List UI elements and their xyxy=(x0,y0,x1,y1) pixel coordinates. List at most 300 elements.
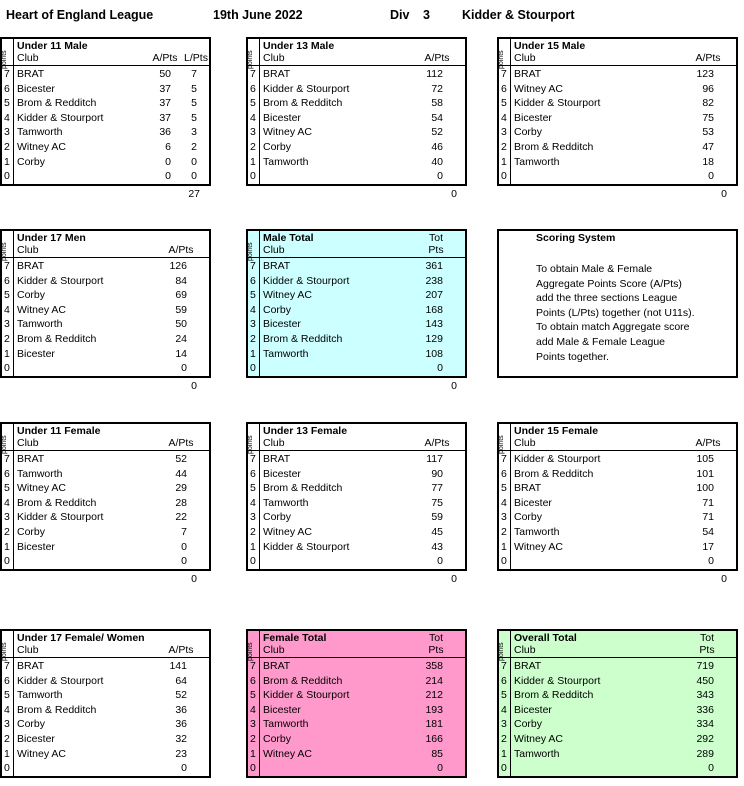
apts-header: A/Pts xyxy=(168,437,194,449)
row-club: Bicester xyxy=(263,467,301,480)
row-apts: 289 xyxy=(696,747,714,760)
row-club: BRAT xyxy=(263,660,291,672)
row-points: 6 xyxy=(250,274,256,287)
table-ftot xyxy=(246,629,467,778)
row-club: Bicester xyxy=(263,703,301,716)
row-points: 6 xyxy=(4,274,10,287)
row-club: Bicester xyxy=(17,82,55,95)
table-title: Under 15 Male xyxy=(514,40,586,52)
table-title: Female Total xyxy=(263,632,327,644)
row-points: 6 xyxy=(250,82,256,95)
row-apts: 0 xyxy=(181,555,187,568)
row-club: Witney AC xyxy=(263,747,313,760)
club-header: Club xyxy=(514,52,536,64)
row-lpts: 7 xyxy=(191,68,197,80)
lpts-header: L/Pts xyxy=(184,52,208,64)
row-points: 2 xyxy=(250,526,256,538)
row-points: 4 xyxy=(501,111,507,124)
row-club: Witney AC xyxy=(514,540,564,553)
row-apts: 0 xyxy=(181,362,187,375)
row-club: Tamworth xyxy=(263,718,309,731)
row-club: Bicester xyxy=(263,111,301,124)
table-row xyxy=(248,304,465,319)
row-points: 1 xyxy=(4,155,10,168)
apts-header: A/Pts xyxy=(695,52,721,64)
table-title: Under 11 Male xyxy=(17,40,88,52)
row-apts: 36 xyxy=(159,126,171,139)
row-points: 5 xyxy=(501,689,507,702)
row-points: 4 xyxy=(501,496,507,509)
row-points: 6 xyxy=(4,467,10,480)
row-club: Witney AC xyxy=(17,141,67,153)
row-apts: 90 xyxy=(431,467,443,480)
row-points: 4 xyxy=(250,703,256,716)
row-apts: 22 xyxy=(175,511,187,524)
row-points: 1 xyxy=(250,155,256,168)
row-apts: 28 xyxy=(175,496,187,509)
row-points: 4 xyxy=(4,111,10,124)
table-row xyxy=(2,304,209,319)
row-apts: 0 xyxy=(437,555,443,568)
club-header: Club xyxy=(17,244,39,256)
table-row xyxy=(248,318,465,333)
row-club: Brom & Redditch xyxy=(17,496,97,509)
table-otot xyxy=(497,629,738,778)
row-club: Kidder & Stourport xyxy=(263,274,350,287)
row-points: 2 xyxy=(4,733,10,745)
row-apts: 52 xyxy=(175,689,187,702)
division-label: Div xyxy=(390,8,410,22)
row-apts: 105 xyxy=(696,453,714,465)
table-u17m xyxy=(0,229,211,378)
row-apts: 6 xyxy=(165,141,171,153)
row-apts: 334 xyxy=(696,718,714,731)
row-points: 2 xyxy=(4,333,10,345)
table-row xyxy=(499,497,736,512)
points-label: points xyxy=(498,642,505,661)
club-header: Club xyxy=(263,437,285,449)
row-club: Witney AC xyxy=(514,733,564,745)
club-header: Club xyxy=(263,644,285,656)
row-club: Witney AC xyxy=(263,126,313,139)
row-points: 1 xyxy=(250,747,256,760)
club-header: Club xyxy=(263,52,285,64)
row-apts: 0 xyxy=(437,170,443,183)
club-header: Club xyxy=(17,644,39,656)
points-label: points xyxy=(498,435,505,454)
row-points: 7 xyxy=(250,660,256,672)
row-points: 4 xyxy=(501,703,507,716)
table-row xyxy=(2,555,209,570)
table-row xyxy=(248,526,465,541)
header-separator xyxy=(2,450,209,451)
header-separator xyxy=(248,257,465,258)
table-row xyxy=(248,675,465,690)
match-date: 19th June 2022 xyxy=(213,8,303,22)
row-points: 5 xyxy=(4,689,10,702)
row-apts: 77 xyxy=(431,482,443,495)
row-points: 7 xyxy=(501,660,507,672)
table-row xyxy=(2,511,209,526)
row-points: 2 xyxy=(4,526,10,538)
header-separator xyxy=(2,657,209,658)
row-points: 0 xyxy=(501,555,507,568)
row-apts: 0 xyxy=(181,540,187,553)
table-row xyxy=(2,660,209,675)
scoring-line: Points together. xyxy=(536,350,609,363)
row-points: 1 xyxy=(4,540,10,553)
row-apts: 50 xyxy=(159,68,171,80)
table-row xyxy=(499,453,736,468)
table-row xyxy=(2,497,209,512)
row-apts: 71 xyxy=(702,496,714,509)
row-apts: 0 xyxy=(165,170,171,183)
header-separator xyxy=(248,657,465,658)
table-row xyxy=(2,170,209,185)
header-separator xyxy=(499,65,736,66)
points-label: points xyxy=(1,642,8,661)
row-apts: 54 xyxy=(431,111,443,124)
table-row xyxy=(248,511,465,526)
venue: Kidder & Stourport xyxy=(462,8,575,22)
scoring-line: To obtain match Aggregate score xyxy=(536,321,690,334)
row-apts: 18 xyxy=(702,155,714,168)
table-row xyxy=(2,348,209,363)
table-row xyxy=(499,555,736,570)
table-row xyxy=(248,156,465,171)
table-title: Under 13 Female xyxy=(263,425,348,437)
row-points: 5 xyxy=(501,482,507,495)
table-row xyxy=(248,733,465,748)
row-apts: 36 xyxy=(175,718,187,731)
row-lpts: 0 xyxy=(191,170,197,183)
table-row xyxy=(2,260,209,275)
row-apts: 52 xyxy=(431,126,443,139)
row-club: Kidder & Stourport xyxy=(514,674,601,687)
row-apts: 361 xyxy=(425,260,443,272)
row-club: Bicester xyxy=(17,347,55,360)
row-club: Corby xyxy=(514,718,543,731)
table-row xyxy=(499,541,736,556)
row-club: Brom & Redditch xyxy=(263,674,343,687)
table-row xyxy=(2,526,209,541)
row-club: Kidder & Stourport xyxy=(17,111,104,124)
table-row xyxy=(499,689,736,704)
row-club: Brom & Redditch xyxy=(263,482,343,495)
pts-header: Pts xyxy=(699,644,715,656)
row-points: 7 xyxy=(250,260,256,272)
row-apts: 32 xyxy=(175,733,187,745)
header-separator xyxy=(248,65,465,66)
row-club: Brom & Redditch xyxy=(263,97,343,110)
table-title: Under 13 Male xyxy=(263,40,335,52)
row-points: 6 xyxy=(250,674,256,687)
row-points: 5 xyxy=(501,97,507,110)
row-club: Witney AC xyxy=(17,303,67,316)
table-row xyxy=(499,660,736,675)
scoring-line: Aggregate Points Score (A/Pts) xyxy=(536,277,682,290)
header-separator xyxy=(499,450,736,451)
row-club: Kidder & Stourport xyxy=(17,511,104,524)
table-row xyxy=(2,762,209,777)
row-points: 0 xyxy=(250,555,256,568)
table-row xyxy=(2,718,209,733)
row-points: 3 xyxy=(4,718,10,731)
row-apts: 52 xyxy=(175,453,187,465)
row-club: Tamworth xyxy=(263,155,309,168)
row-apts: 292 xyxy=(696,733,714,745)
row-club: BRAT xyxy=(17,453,45,465)
row-points: 6 xyxy=(501,674,507,687)
apts-header: A/Pts xyxy=(168,244,194,256)
header-separator xyxy=(499,657,736,658)
row-club: BRAT xyxy=(263,260,291,272)
row-club: Corby xyxy=(263,141,292,153)
row-apts: 166 xyxy=(425,733,443,745)
club-header: Club xyxy=(263,244,285,256)
row-club: Tamworth xyxy=(17,318,63,331)
table-row xyxy=(248,468,465,483)
table-row xyxy=(248,83,465,98)
table-footer-mtot: 0 xyxy=(451,380,457,392)
row-points: 0 xyxy=(4,170,10,183)
table-footer-u11m: 27 xyxy=(188,188,200,200)
row-club: Tamworth xyxy=(17,126,63,139)
table-u15f xyxy=(497,422,738,571)
row-club: Kidder & Stourport xyxy=(263,82,350,95)
row-lpts: 5 xyxy=(191,97,197,110)
row-apts: 96 xyxy=(702,82,714,95)
row-club: Corby xyxy=(17,718,46,731)
table-row xyxy=(2,275,209,290)
row-apts: 207 xyxy=(425,289,443,302)
table-row xyxy=(248,170,465,185)
header-separator xyxy=(248,450,465,451)
table-row xyxy=(248,333,465,348)
row-points: 2 xyxy=(250,141,256,153)
table-u13m xyxy=(246,37,467,186)
row-apts: 123 xyxy=(696,68,714,80)
row-points: 5 xyxy=(250,689,256,702)
row-apts: 141 xyxy=(169,660,187,672)
row-points: 3 xyxy=(250,318,256,331)
row-lpts: 0 xyxy=(191,155,197,168)
row-points: 1 xyxy=(501,155,507,168)
row-apts: 181 xyxy=(425,718,443,731)
row-apts: 0 xyxy=(165,155,171,168)
points-label: points xyxy=(247,50,254,69)
row-points: 6 xyxy=(4,674,10,687)
table-row xyxy=(2,704,209,719)
table-footer-u15m: 0 xyxy=(721,188,727,200)
table-row xyxy=(248,362,465,377)
scoring-line: add Male & Female League xyxy=(536,335,665,348)
row-club: Bicester xyxy=(514,496,552,509)
row-club: Bicester xyxy=(17,540,55,553)
row-apts: 14 xyxy=(175,347,187,360)
row-club: BRAT xyxy=(263,68,291,80)
row-points: 4 xyxy=(4,703,10,716)
table-row xyxy=(2,468,209,483)
row-club: Tamworth xyxy=(514,526,560,538)
row-club: BRAT xyxy=(514,68,542,80)
table-row xyxy=(499,748,736,763)
row-apts: 47 xyxy=(702,141,714,153)
row-apts: 238 xyxy=(425,274,443,287)
row-club: Tamworth xyxy=(514,747,560,760)
row-apts: 100 xyxy=(696,482,714,495)
row-apts: 101 xyxy=(696,467,714,480)
table-row xyxy=(248,748,465,763)
apts-header: A/Pts xyxy=(152,52,178,64)
table-title: Male Total xyxy=(263,232,314,244)
table-row xyxy=(248,660,465,675)
header-separator xyxy=(2,257,209,258)
row-apts: 54 xyxy=(702,526,714,538)
row-points: 3 xyxy=(4,511,10,524)
row-points: 1 xyxy=(501,540,507,553)
row-points: 1 xyxy=(501,747,507,760)
scoring-line: Points (L/Pts) together (not U11s). xyxy=(536,306,695,319)
table-row xyxy=(2,748,209,763)
table-u13f xyxy=(246,422,467,571)
row-club: BRAT xyxy=(514,482,542,495)
table-footer-u11f: 0 xyxy=(191,573,197,585)
row-club: Bicester xyxy=(514,703,552,716)
row-club: Kidder & Stourport xyxy=(514,97,601,110)
table-row xyxy=(499,762,736,777)
table-row xyxy=(499,170,736,185)
row-apts: 168 xyxy=(425,303,443,316)
row-apts: 112 xyxy=(426,68,443,80)
row-points: 0 xyxy=(501,170,507,183)
row-apts: 450 xyxy=(696,674,714,687)
division-number: 3 xyxy=(423,8,430,22)
row-points: 2 xyxy=(250,733,256,745)
row-points: 5 xyxy=(250,97,256,110)
row-club: Brom & Redditch xyxy=(17,333,97,345)
row-club: Kidder & Stourport xyxy=(263,540,350,553)
row-points: 5 xyxy=(4,97,10,110)
table-mtot xyxy=(246,229,467,378)
table-row xyxy=(2,68,209,83)
points-label: points xyxy=(247,242,254,261)
points-label: points xyxy=(1,242,8,261)
table-title: Under 17 Men xyxy=(17,232,86,244)
row-lpts: 3 xyxy=(191,126,197,139)
row-points: 0 xyxy=(501,762,507,775)
table-footer-u17m: 0 xyxy=(191,380,197,392)
row-club: Tamworth xyxy=(17,689,63,702)
table-row xyxy=(499,675,736,690)
row-apts: 7 xyxy=(181,526,187,538)
row-points: 1 xyxy=(4,347,10,360)
table-row xyxy=(2,733,209,748)
row-club: BRAT xyxy=(514,660,542,672)
table-row xyxy=(248,689,465,704)
row-apts: 17 xyxy=(702,540,714,553)
table-row xyxy=(499,482,736,497)
table-row xyxy=(2,362,209,377)
row-apts: 37 xyxy=(159,111,171,124)
row-points: 6 xyxy=(250,467,256,480)
row-points: 2 xyxy=(4,141,10,153)
row-points: 4 xyxy=(250,496,256,509)
tot-header: Tot xyxy=(428,232,443,244)
row-club: Tamworth xyxy=(17,467,63,480)
table-row xyxy=(2,97,209,112)
row-points: 2 xyxy=(250,333,256,345)
row-apts: 40 xyxy=(431,155,443,168)
row-apts: 50 xyxy=(175,318,187,331)
row-apts: 69 xyxy=(175,289,187,302)
row-points: 3 xyxy=(250,126,256,139)
row-points: 7 xyxy=(250,453,256,465)
row-points: 4 xyxy=(4,496,10,509)
row-apts: 59 xyxy=(431,511,443,524)
scoring-title: Scoring System xyxy=(536,232,616,244)
row-club: Witney AC xyxy=(514,82,564,95)
row-apts: 214 xyxy=(425,674,443,687)
row-apts: 129 xyxy=(425,333,443,345)
scoring-line: To obtain Male & Female xyxy=(536,263,653,275)
table-row xyxy=(2,675,209,690)
row-lpts: 5 xyxy=(191,82,197,95)
apts-header: A/Pts xyxy=(695,437,721,449)
row-club: Corby xyxy=(263,511,292,524)
table-row xyxy=(248,126,465,141)
row-club: Corby xyxy=(263,303,292,316)
row-apts: 29 xyxy=(175,482,187,495)
row-points: 3 xyxy=(501,718,507,731)
league-title: Heart of England League xyxy=(6,8,154,22)
row-apts: 37 xyxy=(159,82,171,95)
row-points: 7 xyxy=(4,453,10,465)
row-apts: 85 xyxy=(431,747,443,760)
row-apts: 0 xyxy=(708,170,714,183)
table-row xyxy=(499,126,736,141)
row-apts: 72 xyxy=(431,82,443,95)
table-row xyxy=(2,126,209,141)
row-club: Brom & Redditch xyxy=(514,467,594,480)
table-row xyxy=(248,718,465,733)
table-row xyxy=(248,141,465,156)
table-row xyxy=(248,112,465,127)
table-row xyxy=(2,318,209,333)
row-points: 2 xyxy=(501,733,507,745)
tot-header: Tot xyxy=(428,632,443,644)
table-row xyxy=(499,97,736,112)
table-row xyxy=(248,453,465,468)
points-label: points xyxy=(498,50,505,69)
row-apts: 53 xyxy=(702,126,714,139)
row-points: 7 xyxy=(250,68,256,80)
table-row xyxy=(248,68,465,83)
table-row xyxy=(2,112,209,127)
row-club: Corby xyxy=(514,511,543,524)
row-club: Brom & Redditch xyxy=(514,141,594,153)
row-club: Brom & Redditch xyxy=(17,703,97,716)
row-club: Tamworth xyxy=(514,155,560,168)
row-points: 0 xyxy=(250,362,256,375)
points-label: points xyxy=(1,435,8,454)
table-row xyxy=(248,704,465,719)
row-apts: 36 xyxy=(175,703,187,716)
row-apts: 44 xyxy=(175,467,187,480)
row-club: Corby xyxy=(17,526,46,538)
club-header: Club xyxy=(17,437,39,449)
table-u17f xyxy=(0,629,211,778)
